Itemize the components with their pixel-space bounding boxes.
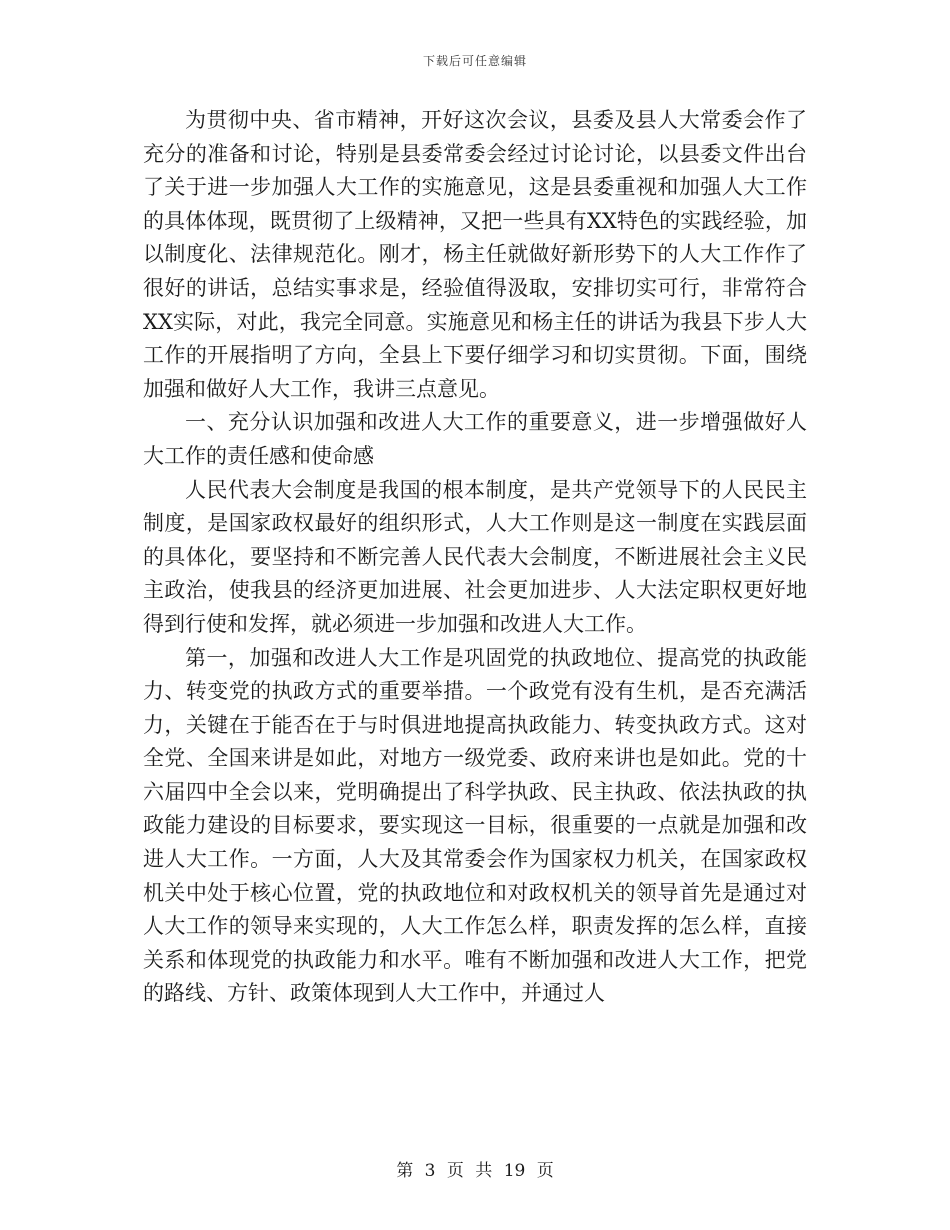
page-number-footer: 第 3 页 共 19 页	[396, 1161, 554, 1181]
section-heading-1: 一、充分认识加强和改进人大工作的重要意义，进一步增强做好人大工作的责任感和使命感	[143, 410, 807, 468]
document-body	[143, 104, 807, 1011]
paragraph-first-point: 第一，加强和改进人大工作是巩固党的执政地位、提高党的执政能力、转变党的执政方式的重要举措。一个政党有没有生机，是否充满活力，关键在于能否在于与时俱进地提高执政能力、转变执政方式。这对全党、全国来讲是如此，对地方一级党委、政府来讲也是如此。党的十六届四中全会以来，党明确提出了科学执政、民主执政、依法执政的执政能力建设的目标要求，要实现这一目标，很重要的一点就是加强和改进人大工作。一方面，人大及其常委会作为国家权力机关，在国家政权机关中处于核心位置，党的执政地位和对政权机关的领导首先是通过对人大工作的领导来实现的，人大工作怎么样，职责发挥的怎么样，直接关系和体现党的执政能力和水平。唯有不断加强和改进人大工作，把党的路线、方针、政策体现到人大工作中，并通过人	[143, 645, 807, 1006]
page-header: 下载后可任意编辑	[422, 54, 527, 68]
paragraph-intro: 为贯彻中央、省市精神，开好这次会议，县委及县人大常委会作了充分的准备和讨论，特别是县委常委会经过讨论讨论，以县委文件出台了关于进一步加强人大工作的实施意见，这是县委重视和加强人大工作的具体体现，既贯彻了上级精神，又把一些具有XX特色的实践经验，加以制度化、法律规范化。刚才，杨主任就做好新形势下的人大工作作了很好的讲话，总结实事求是，经验值得汲取，安排切实可行，非常符合XX实际，对此，我完全同意。实施意见和杨主任的讲话为我县下步人大工作的开展指明了方向，全县上下要仔细学习和切实贯彻。下面，围绕加强和做好人大工作，我讲三点意见。	[143, 108, 807, 401]
paragraph-system: 人民代表大会制度是我国的根本制度，是共产党领导下的人民民主制度，是国家政权最好的组织形式，人大工作则是这一制度在实践层面的具体化，要坚持和不断完善人民代表大会制度，不断进展社会主义民主政治，使我县的经济更加进展、社会更加进步、人大法定职权更好地得到行使和发挥，就必须进一步加强和改进人大工作。	[143, 477, 807, 636]
